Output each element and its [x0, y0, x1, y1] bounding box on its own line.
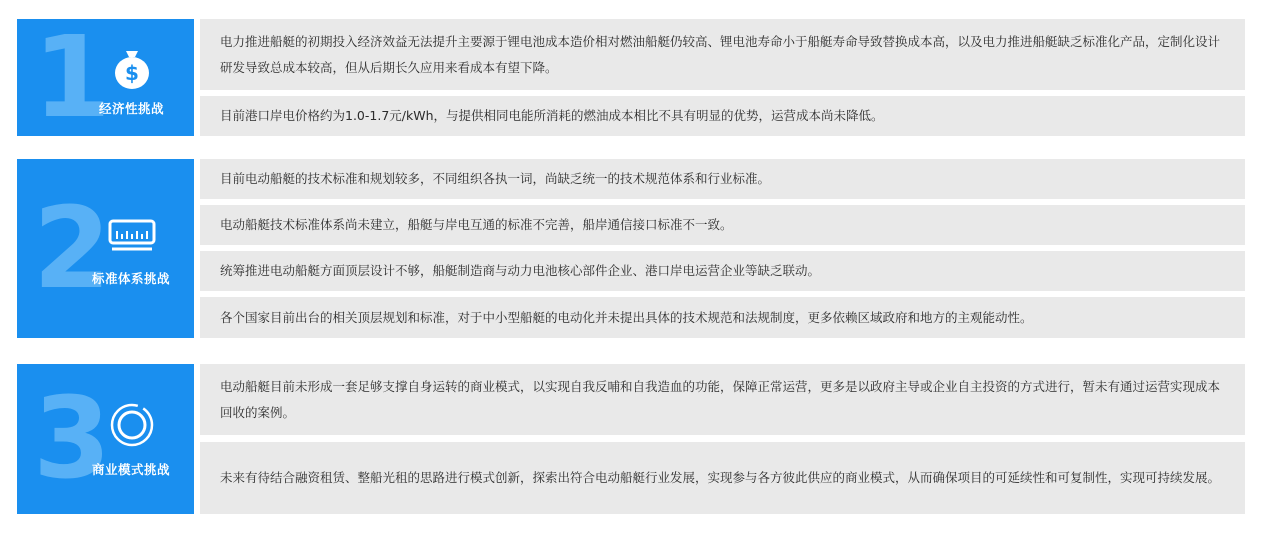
section-standards [17, 159, 1245, 338]
challenge-row: 电动船艇技术标准体系尚未建立，船艇与岸电互通的标准不完善，船岸通信接口标准不一致。 [200, 205, 1245, 245]
section-rows [200, 364, 1245, 514]
section-label: 标准体系挑战 [92, 271, 171, 286]
section-rows [200, 159, 1245, 338]
challenge-row: 电动船艇目前未形成一套足够支撑自身运转的商业模式，以实现自我反哺和自我造血的功能，保障正常运营，更多是以政府主导或企业自主投资的方式进行，暂未有通过运营实现成本回收的案例。 [200, 364, 1245, 435]
section-number: 3 [33, 374, 111, 504]
challenge-row: 各个国家目前出台的相关顶层规划和标准，对于中小型船艇的电动化并未提出具体的技术规范和法规制度，更多依赖区域政府和地方的主观能动性。 [200, 297, 1245, 338]
concentric-circles-icon [106, 402, 158, 448]
money-bag-dollar-icon [106, 45, 158, 91]
section-label: 商业模式挑战 [92, 462, 171, 477]
section-label: 经济性挑战 [99, 101, 165, 116]
challenge-row: 电力推进船艇的初期投入经济效益无法提升主要源于锂电池成本造价相对燃油船艇仍较高、锂电池寿命小于船艇寿命导致替换成本高，以及电力推进船艇缺乏标准化产品，定制化设计研发导致总成本较高，但从后期长久应用来看成本有望下降。 [200, 19, 1245, 90]
section-business-model [17, 364, 1245, 514]
section-number: 2 [33, 183, 111, 314]
ruler-standard-icon [106, 213, 158, 259]
svg-text:$: $ [125, 61, 139, 85]
section-economic [17, 19, 1245, 136]
challenge-row: 目前港口岸电价格约为1.0-1.7元/kWh，与提供相同电能所消耗的燃油成本相比不具有明显的优势，运营成本尚未降低。 [200, 96, 1245, 136]
section-label-block [17, 19, 194, 136]
challenge-row: 目前电动船艇的技术标准和规划较多，不同组织各执一词，尚缺乏统一的技术规范体系和行业标准。 [200, 159, 1245, 199]
section-number: 1 [33, 19, 111, 136]
section-label-block [17, 364, 194, 514]
section-rows [200, 19, 1245, 136]
section-label-block [17, 159, 194, 338]
challenge-row: 统筹推进电动船艇方面顶层设计不够，船艇制造商与动力电池核心部件企业、港口岸电运营企业等缺乏联动。 [200, 251, 1245, 291]
challenge-row: 未来有待结合融资租赁、整船光租的思路进行模式创新，探索出符合电动船艇行业发展，实现参与各方彼此供应的商业模式，从而确保项目的可延续性和可复制性，实现可持续发展。 [200, 442, 1245, 514]
